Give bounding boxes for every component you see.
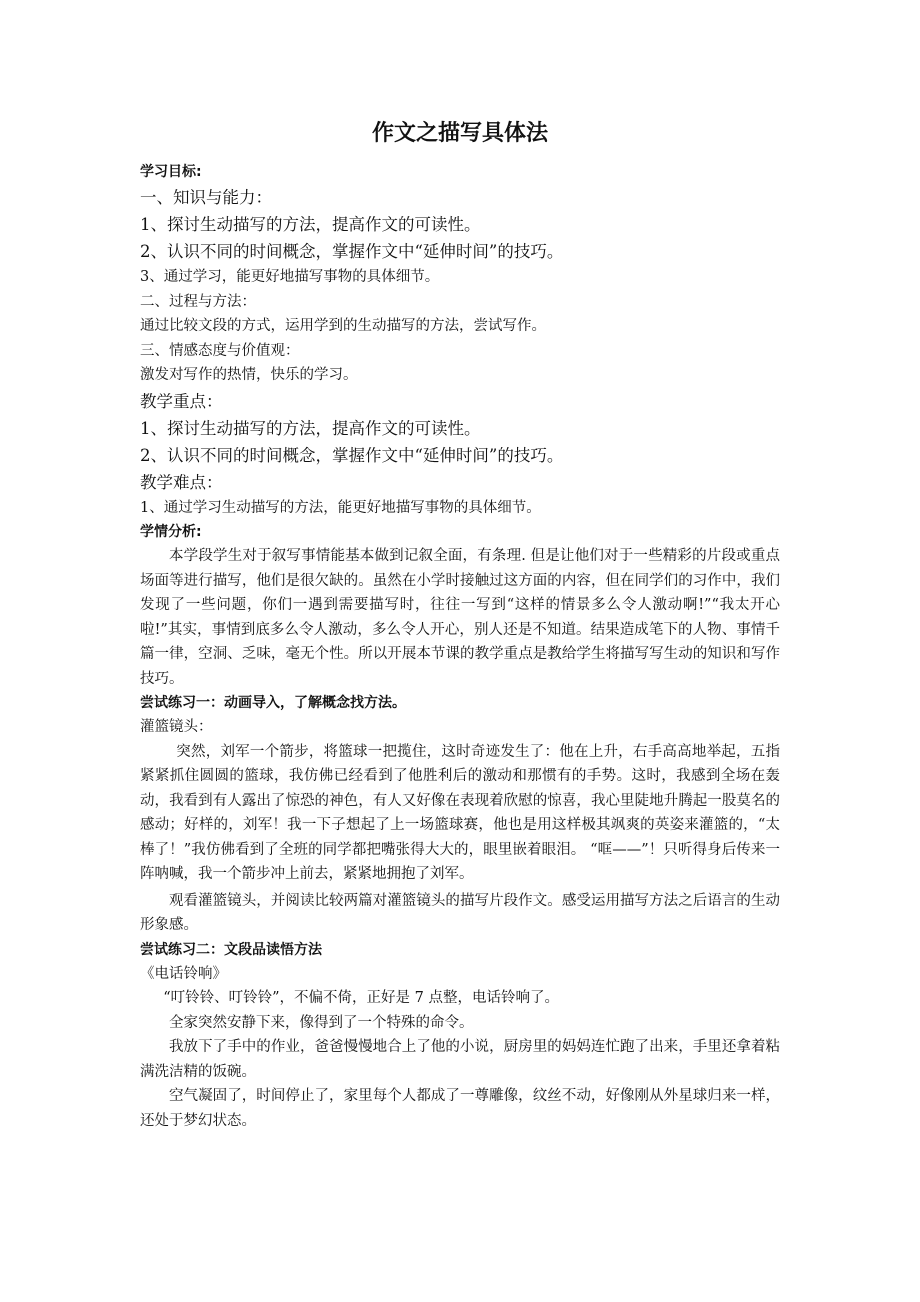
analysis-paragraph: 本学段学生对于叙写事情能基本做到记叙全面，有条理. 但是让他们对于一些精彩的片段或重点场面等进行描写，他们是很欠缺的。虽然在小学时接触过这方面的内容，但在同学们的习作中，我们发现了一些问题，你们一遇到需要描写时，往往一写到“这样的情景多么令人激动啊!”“我太开心啦!”其实，事情到底多么令人激动，多么令人开心，别人还是不知道。结果造成笔下的人物、事情千篇一律，空洞、乏味，毫无个性。所以开展本节课的教学重点是教给学生将描写写生动的知识和写作技巧。: [140, 548, 780, 687]
emotion-heading: 三、情感态度与价值观：: [140, 342, 300, 359]
difficulty-heading: 教学难点：: [140, 472, 223, 492]
focus-item: 2、认识不同的时间概念，掌握作文中“延伸时间”的技巧。: [140, 445, 564, 465]
knowledge-item: 1、探讨生动描写的方法，提高作文的可读性。: [140, 215, 481, 234]
exercise1-heading: 尝试练习一：动画导入，了解概念找方法。: [140, 695, 406, 711]
focus-item: 1、探讨生动描写的方法，提高作文的可读性。: [140, 418, 481, 438]
knowledge-heading: 一、知识与能力：: [140, 188, 272, 207]
exercise2-paragraph: 空气凝固了，时间停止了，家里每个人都成了一尊雕像，纹丝不动，好像刚从外星球归来一样，还处于梦幻状态。: [140, 1088, 780, 1129]
process-heading: 二、过程与方法：: [140, 293, 256, 310]
exercise2-paragraph: “叮铃铃、叮铃铃”，不偏不倚，正好是 7 点整，电话铃响了。: [163, 990, 559, 1006]
exercise1-subheading: 灌篮镜头：: [140, 719, 213, 735]
document-title: 作文之描写具体法: [371, 121, 548, 146]
exercise2-paragraph: 全家突然安静下来，像得到了一个特殊的命令。: [169, 1014, 474, 1031]
exercise1-paragraph: 突然，刘军一个箭步，将篮球一把揽住，这时奇迹发生了：他在上升，右手高高地举起，五指紧紧抓住圆圆的篮球，我仿佛已经看到了他胜利后的激动和那惯有的手势。这时，我感到全场在轰动，我看到有人露出了惊恐的神色，有人又好像在表现着欣慰的惊喜，我心里陡地升腾起一股莫名的感动；好样的，刘军！我一下子想起了上一场篮球赛，他也是用这样极其飒爽的英姿来灌篮的，“太棒了！”我仿佛看到了全班的同学都把嘴张得大大的，眼里嵌着眼泪。 “哐——”！只听得身后传来一阵呐喊，我一个箭步冲上前去，紧紧地拥抱了刘军。: [140, 743, 780, 882]
analysis-heading: 学情分析:: [140, 524, 202, 540]
exercise2-subheading: 《电话铃响》: [140, 965, 227, 982]
knowledge-item: 2、认识不同的时间概念，掌握作文中“延伸时间”的技巧。: [140, 242, 564, 261]
emotion-text: 激发对写作的热情，快乐的学习。: [140, 367, 358, 383]
objectives-heading: 学习目标:: [140, 164, 202, 180]
focus-heading: 教学重点：: [140, 391, 223, 411]
exercise2-paragraph: 我放下了手中的作业，爸爸慢慢地合上了他的小说，厨房里的妈妈连忙跑了出来，手里还拿着粘满洗洁精的饭碗。: [140, 1039, 780, 1080]
document-body: [140, 160, 780, 1133]
exercise1-note: 观看灌篮镜头，并阅读比较两篇对灌篮镜头的描写片段作文。感受运用描写方法之后语言的生动形象感。: [140, 892, 780, 933]
knowledge-item: 3、通过学习，能更好地描写事物的具体细节。: [140, 269, 440, 285]
process-text: 通过比较文段的方式，运用学到的生动描写的方法，尝试写作。: [140, 318, 546, 334]
difficulty-item: 1、通过学习生动描写的方法，能更好地描写事物的具体细节。: [140, 499, 541, 516]
exercise2-heading: 尝试练习二：文段品读悟方法: [140, 941, 322, 958]
